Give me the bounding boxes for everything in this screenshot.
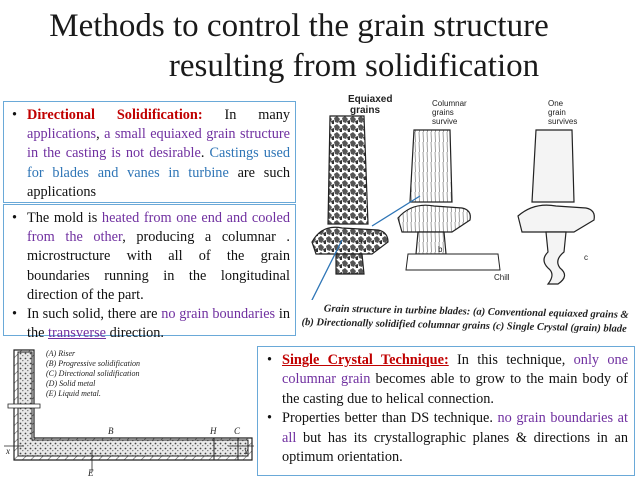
legend-riser: (A) Riser	[46, 349, 76, 358]
legend-liquid: (E) Liquid metal.	[46, 389, 101, 398]
fig1-label-a: a	[358, 237, 363, 246]
bullet-mold-heating: • The mold is heated from one end and cooled from the other, producing a columnar . microstructure with all of the grain boundaries running in the longitudinal direction of the part.	[9, 209, 290, 305]
fig1-label-one-2: grain	[548, 108, 566, 117]
fig1-label-grains: grains	[350, 105, 381, 116]
fig1-label-equiaxed: Equiaxed	[348, 94, 393, 105]
mold-diagram-figure	[4, 342, 256, 478]
blade-a-equiaxed	[312, 116, 388, 274]
single-crystal-box	[257, 346, 635, 476]
fig1-label-columnar-3: survive	[432, 117, 458, 126]
term-directional-solidification: Directional Solidification:	[27, 107, 203, 123]
fig2-label-x-left: x	[6, 446, 10, 456]
fig2-label-x-right: x	[244, 446, 248, 456]
fig2-label-b: B	[108, 426, 114, 436]
directional-solidification-box	[3, 101, 296, 203]
caption-line-1: Grain structure in turbine blades: (a) Conventional equiaxed grains &	[323, 303, 629, 321]
bullet-no-grain-boundaries: • In such solid, there are no grain boundaries in the transverse direction.	[9, 305, 290, 343]
legend-directional: (C) Directional solidification	[46, 369, 140, 378]
fig1-label-chill: Chill	[494, 273, 510, 282]
fig1-label-columnar-2: grains	[432, 108, 454, 117]
fig1-label-one: One	[548, 99, 564, 108]
legend-solid: (D) Solid metal	[46, 379, 96, 388]
slide-title	[0, 6, 638, 86]
title-line-1: Methods to control the grain structure	[49, 8, 549, 44]
fig2-label-c: C	[234, 426, 241, 436]
fig2-label-h: H	[210, 426, 217, 436]
fig1-label-columnar: Columnar	[432, 99, 467, 108]
legend-progressive: (B) Progressive solidification	[46, 359, 141, 368]
term-single-crystal: Single Crystal Technique:	[282, 352, 449, 368]
blade-c-single-crystal	[518, 130, 594, 284]
fig1-label-c: c	[584, 253, 588, 262]
fig1-label-b: b	[438, 245, 443, 254]
bullet-single-crystal: • Single Crystal Technique: In this technique, only one columnar grain becomes able to grow to the main body of the casting due to helical connection.	[264, 351, 628, 409]
caption-line-2: (b) Directionally solidified columnar grains (c) Single Crystal (grain) blade	[301, 316, 627, 335]
mold-heating-box	[3, 204, 296, 342]
bullet-directional-solidification: • Directional Solidification: In many applications, a small equiaxed grain structure in the casting is not desirable. Castings used for blades and vanes in turbine are such applications	[9, 106, 290, 202]
bullet-properties: • Properties better than DS technique. no grain boundaries at all but has its crystallographic planes & directions in an optimum orientation.	[264, 409, 628, 467]
title-line-2: resulting from solidification	[168, 48, 540, 84]
fig1-label-one-3: survives	[548, 117, 578, 126]
turbine-blades-figure	[302, 92, 638, 300]
fig2-label-e: E	[88, 468, 94, 478]
figure1-caption	[301, 302, 638, 337]
